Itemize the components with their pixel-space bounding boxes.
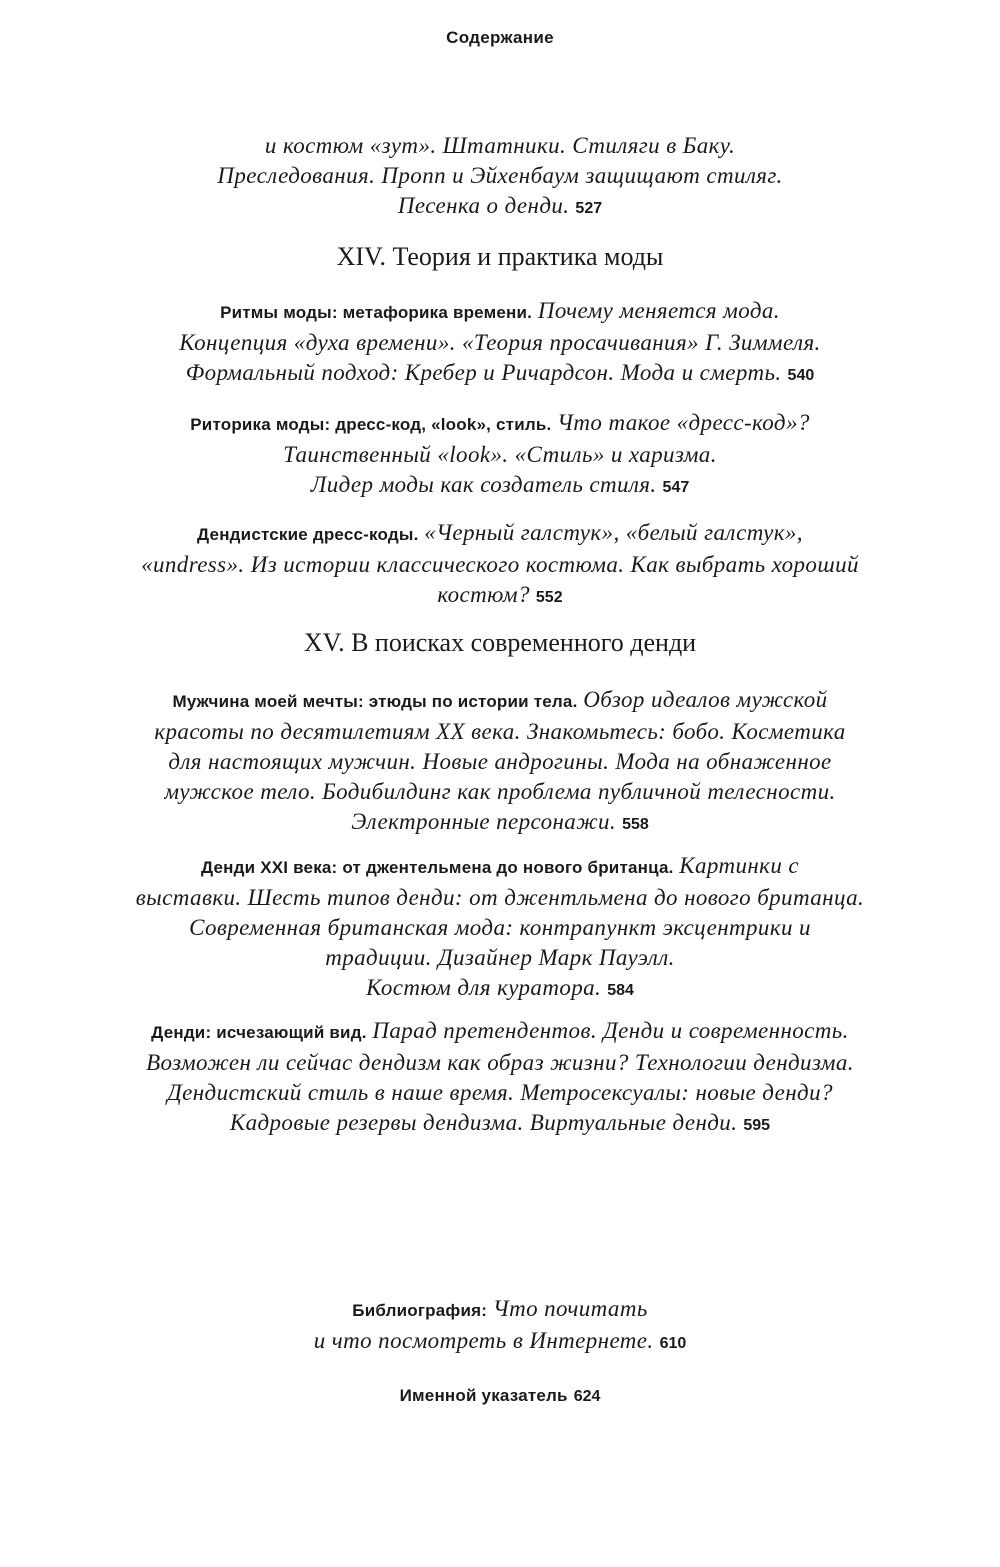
toc-entry[interactable] — [0, 518, 1000, 613]
toc-continuation — [0, 131, 1000, 224]
entry-desc: Кадровые резервы дендизма. Виртуальные денди. — [229, 1110, 738, 1135]
entry-title: Риторика моды: дресс-код, «look», стиль. — [190, 415, 552, 434]
toc-entry-bibliography[interactable] — [0, 1294, 1000, 1359]
entry-title: Дендистские дресс-коды. — [197, 525, 419, 544]
entry-desc: Дендистский стиль в наше время. Метросексуалы: новые денди? — [167, 1080, 833, 1105]
entry-title: Денди XXI века: от джентельмена до нового британца. — [200, 858, 674, 877]
entry-desc: костюм? — [437, 582, 530, 607]
toc-entry[interactable] — [0, 685, 1000, 840]
entry-desc: Что такое «дресс-код»? — [557, 410, 810, 435]
page-number[interactable]: 540 — [787, 367, 815, 384]
entry-desc: красоты по десятилетиям XX века. Знакомьтесь: бобо. Косметика — [154, 719, 846, 744]
toc-entry[interactable] — [0, 851, 1000, 1006]
entry-title: Денди: исчезающий вид. — [151, 1023, 367, 1042]
entry-desc: Обзор идеалов мужской — [583, 687, 828, 712]
running-header: Содержание — [446, 28, 554, 47]
entry-desc: Парад претендентов. Денди и современность. — [372, 1018, 849, 1043]
entry-title: Именной указатель — [399, 1386, 568, 1405]
entry-desc: Почему меняется мода. — [537, 298, 780, 323]
part-heading-xv: XV. В поисках современного денди — [303, 628, 697, 657]
toc-line: Песенка о денди. — [397, 193, 570, 218]
toc-line: и костюм «зут». Штатники. Стиляги в Баку. — [264, 133, 736, 158]
entry-desc: Современная британская мода: контрапункт эксцентрики и — [189, 915, 811, 940]
entry-desc: Концепция «духа времени». «Теория просачивания» Г. Зиммеля. — [179, 330, 821, 355]
entry-title: Библиография: — [352, 1301, 488, 1320]
toc-entry[interactable] — [0, 1016, 1000, 1141]
entry-desc: Формальный подход: Кребер и Ричардсон. Мода и смерть. — [185, 360, 782, 385]
entry-desc: для настоящих мужчин. Новые андрогины. Мода на обнаженное — [168, 749, 832, 774]
entry-desc: выставки. Шесть типов денди: от джентльмена до нового британца. — [135, 885, 865, 910]
page-number[interactable]: 547 — [662, 479, 690, 496]
entry-desc: и что посмотреть в Интернете. — [313, 1328, 654, 1353]
entry-desc: Таинственный «look». «Стиль» и харизма. — [283, 442, 717, 467]
page-number[interactable]: 527 — [575, 200, 603, 217]
entry-desc: Костюм для куратора. — [366, 975, 602, 1000]
toc-line: Преследования. Пропп и Эйхенбаум защищают стиляг. — [217, 163, 783, 188]
entry-desc: «Черный галстук», «белый галстук», — [424, 520, 803, 545]
page-number[interactable]: 584 — [607, 982, 634, 999]
part-heading-xiv: XIV. Теория и практика моды — [336, 242, 664, 271]
page-number[interactable]: 610 — [659, 1335, 687, 1352]
entry-desc: традиции. Дизайнер Марк Пауэлл. — [325, 945, 675, 970]
page-number[interactable]: 552 — [535, 589, 563, 606]
toc-entry[interactable] — [0, 408, 1000, 503]
entry-desc: Что почитать — [492, 1296, 648, 1321]
toc-entry[interactable] — [0, 296, 1000, 391]
entry-desc: Возможен ли сейчас дендизм как образ жизни? Технологии дендизма. — [146, 1050, 854, 1075]
entry-desc: мужское тело. Бодибилдинг как проблема публичной телесности. — [164, 779, 836, 804]
entry-desc: Лидер моды как создатель стиля. — [310, 472, 657, 497]
entry-title: Мужчина моей мечты: этюды по истории тела. — [172, 692, 578, 711]
page-number[interactable]: 558 — [622, 816, 649, 833]
toc-entry-index[interactable] — [0, 1379, 1000, 1412]
entry-desc: Картинки с — [679, 853, 800, 878]
entry-desc: Электронные персонажи. — [351, 809, 617, 834]
entry-title: Ритмы моды: метафорика времени. — [220, 303, 533, 322]
page-number[interactable]: 624 — [573, 1388, 601, 1405]
entry-desc: «undress». Из истории классического костюма. Как выбрать хороший — [141, 552, 859, 577]
page-number[interactable]: 595 — [743, 1117, 771, 1134]
